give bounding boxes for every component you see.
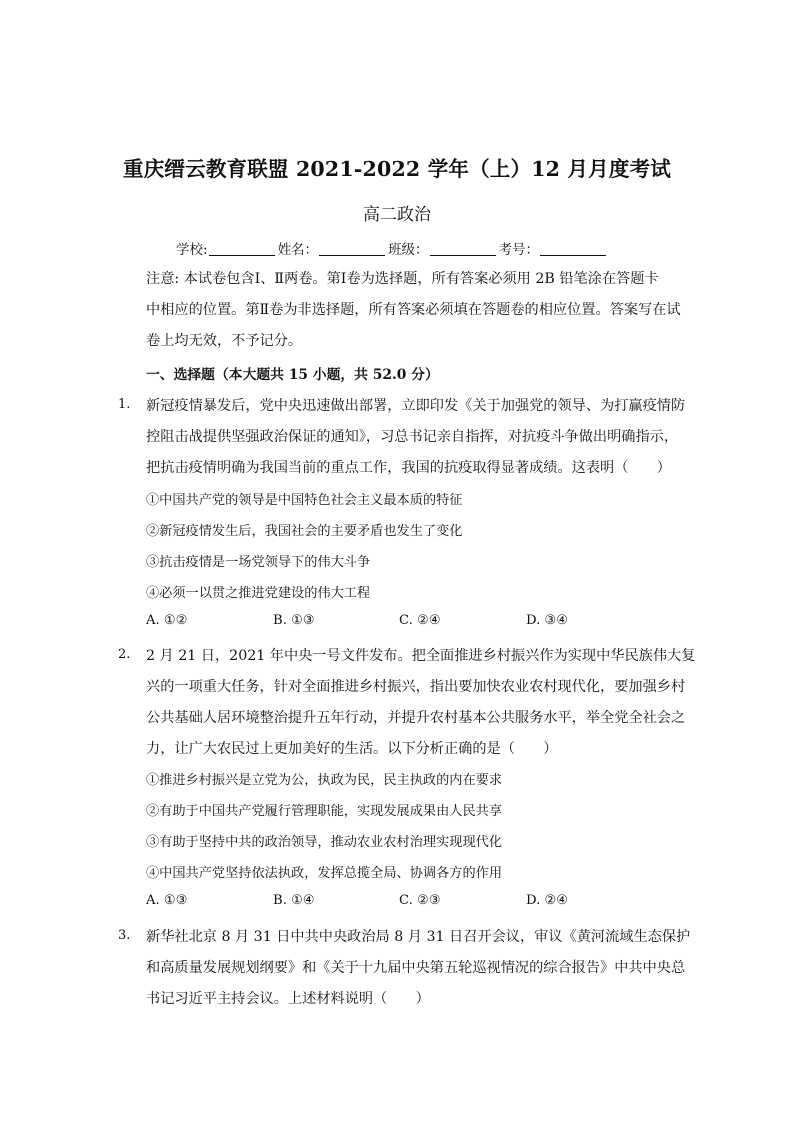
- exam-no-blank[interactable]: [540, 254, 606, 256]
- school-label: 学校:: [176, 242, 208, 258]
- class-label: 班级：: [388, 242, 429, 258]
- exam-no-label: 考号：: [498, 242, 540, 258]
- exam-subtitle: 高二政治: [363, 205, 431, 225]
- answer-choice-b[interactable]: B. ①③: [273, 613, 315, 628]
- school-blank[interactable]: [209, 254, 275, 256]
- notice-line: 卷上均无效，不予记分。: [146, 333, 303, 349]
- question-number: 1.: [118, 397, 131, 412]
- statement-option: ④中国共产党坚持依法执政，发挥总揽全局、协调各方的作用: [146, 866, 503, 881]
- question-stem-line: 兴的一项重大任务，针对全面推进乡村振兴，指出要加快农业农村现代化，要加强乡村: [146, 679, 686, 695]
- question-stem-line: 公共基础人居环境整治提升五年行动，并提升农村基本公共服务水平，举全党全社会之: [146, 710, 686, 726]
- statement-option: ③有助于坚持中共的政治领导，推动农业农村治理实现现代化: [146, 835, 503, 850]
- question-stem-line: 书记习近平主持会议。上述材料说明（ ）: [146, 991, 430, 1007]
- name-label: 姓名：: [277, 242, 319, 258]
- student-info-line: [176, 238, 609, 258]
- statement-option: ③抗击疫情是一场党领导下的伟大斗争: [146, 555, 371, 570]
- answer-choice-a[interactable]: A. ①③: [146, 893, 188, 908]
- exam-title: 重庆缙云教育联盟 2021-2022 学年（上）12 月月度考试: [123, 157, 671, 181]
- section-title: 一、选择题（本大题共 15 小题，共 52.0 分）: [146, 367, 439, 383]
- answer-choice-c[interactable]: C. ②④: [399, 613, 441, 628]
- question-number: 3.: [118, 928, 131, 943]
- statement-option: ④必须一以贯之推进党建设的伟大工程: [146, 586, 371, 601]
- question-stem-line: 把抗击疫情明确为我国当前的重点工作，我国的抗疫取得显著成绩。这表明（ ）: [146, 460, 671, 476]
- question-number: 2.: [118, 647, 131, 662]
- answer-choice-d[interactable]: D. ②④: [526, 893, 569, 908]
- question-stem-line: 2 月 21 日，2021 年中央一号文件发布。把全面推进乡村振兴作为实现中华民族伟大复: [146, 648, 696, 664]
- question-stem-line: 新华社北京 8 月 31 日中共中央政治局 8 月 31 日召开会议，审议《黄河流域生态保护: [146, 929, 691, 945]
- notice-line: 中相应的位置。第Ⅱ卷为非选择题，所有答案必须填在答题卷的相应位置。答案写在试: [146, 302, 681, 318]
- answer-choice-a[interactable]: A. ①②: [146, 613, 188, 628]
- statement-option: ①推进乡村振兴是立党为公，执政为民，民主执政的内在要求: [146, 773, 503, 788]
- statement-option: ②有助于中国共产党履行管理职能，实现发展成果由人民共享: [146, 804, 503, 819]
- question-stem-line: 力，让广大农民过上更加美好的生活。以下分析正确的是（ ）: [146, 741, 558, 757]
- notice-line: 注意: 本试卷包含Ⅰ、Ⅱ两卷。第Ⅰ卷为选择题，所有答案必须用 2B 铅笔涂在答题卡: [146, 271, 659, 287]
- statement-option: ①中国共产党的领导是中国特色社会主义最本质的特征: [146, 493, 463, 508]
- answer-choice-d[interactable]: D. ③④: [526, 613, 569, 628]
- question-stem-line: 控阻击战提供坚强政治保证的通知》，习总书记亲自指挥，对抗疫斗争做出明确指示，: [146, 429, 679, 445]
- answer-choice-c[interactable]: C. ②③: [399, 893, 441, 908]
- name-blank[interactable]: [319, 254, 385, 256]
- question-stem-line: 新冠疫情暴发后，党中央迅速做出部署，立即印发《关于加强党的领导、为打赢疫情防: [146, 398, 686, 414]
- class-blank[interactable]: [430, 254, 496, 256]
- answer-choice-b[interactable]: B. ①④: [273, 893, 315, 908]
- question-stem-line: 和高质量发展规划纲要》和《关于十九届中央第五轮巡视情况的综合报告》中共中央总: [146, 960, 686, 976]
- statement-option: ②新冠疫情发生后，我国社会的主要矛盾也发生了变化: [146, 524, 463, 539]
